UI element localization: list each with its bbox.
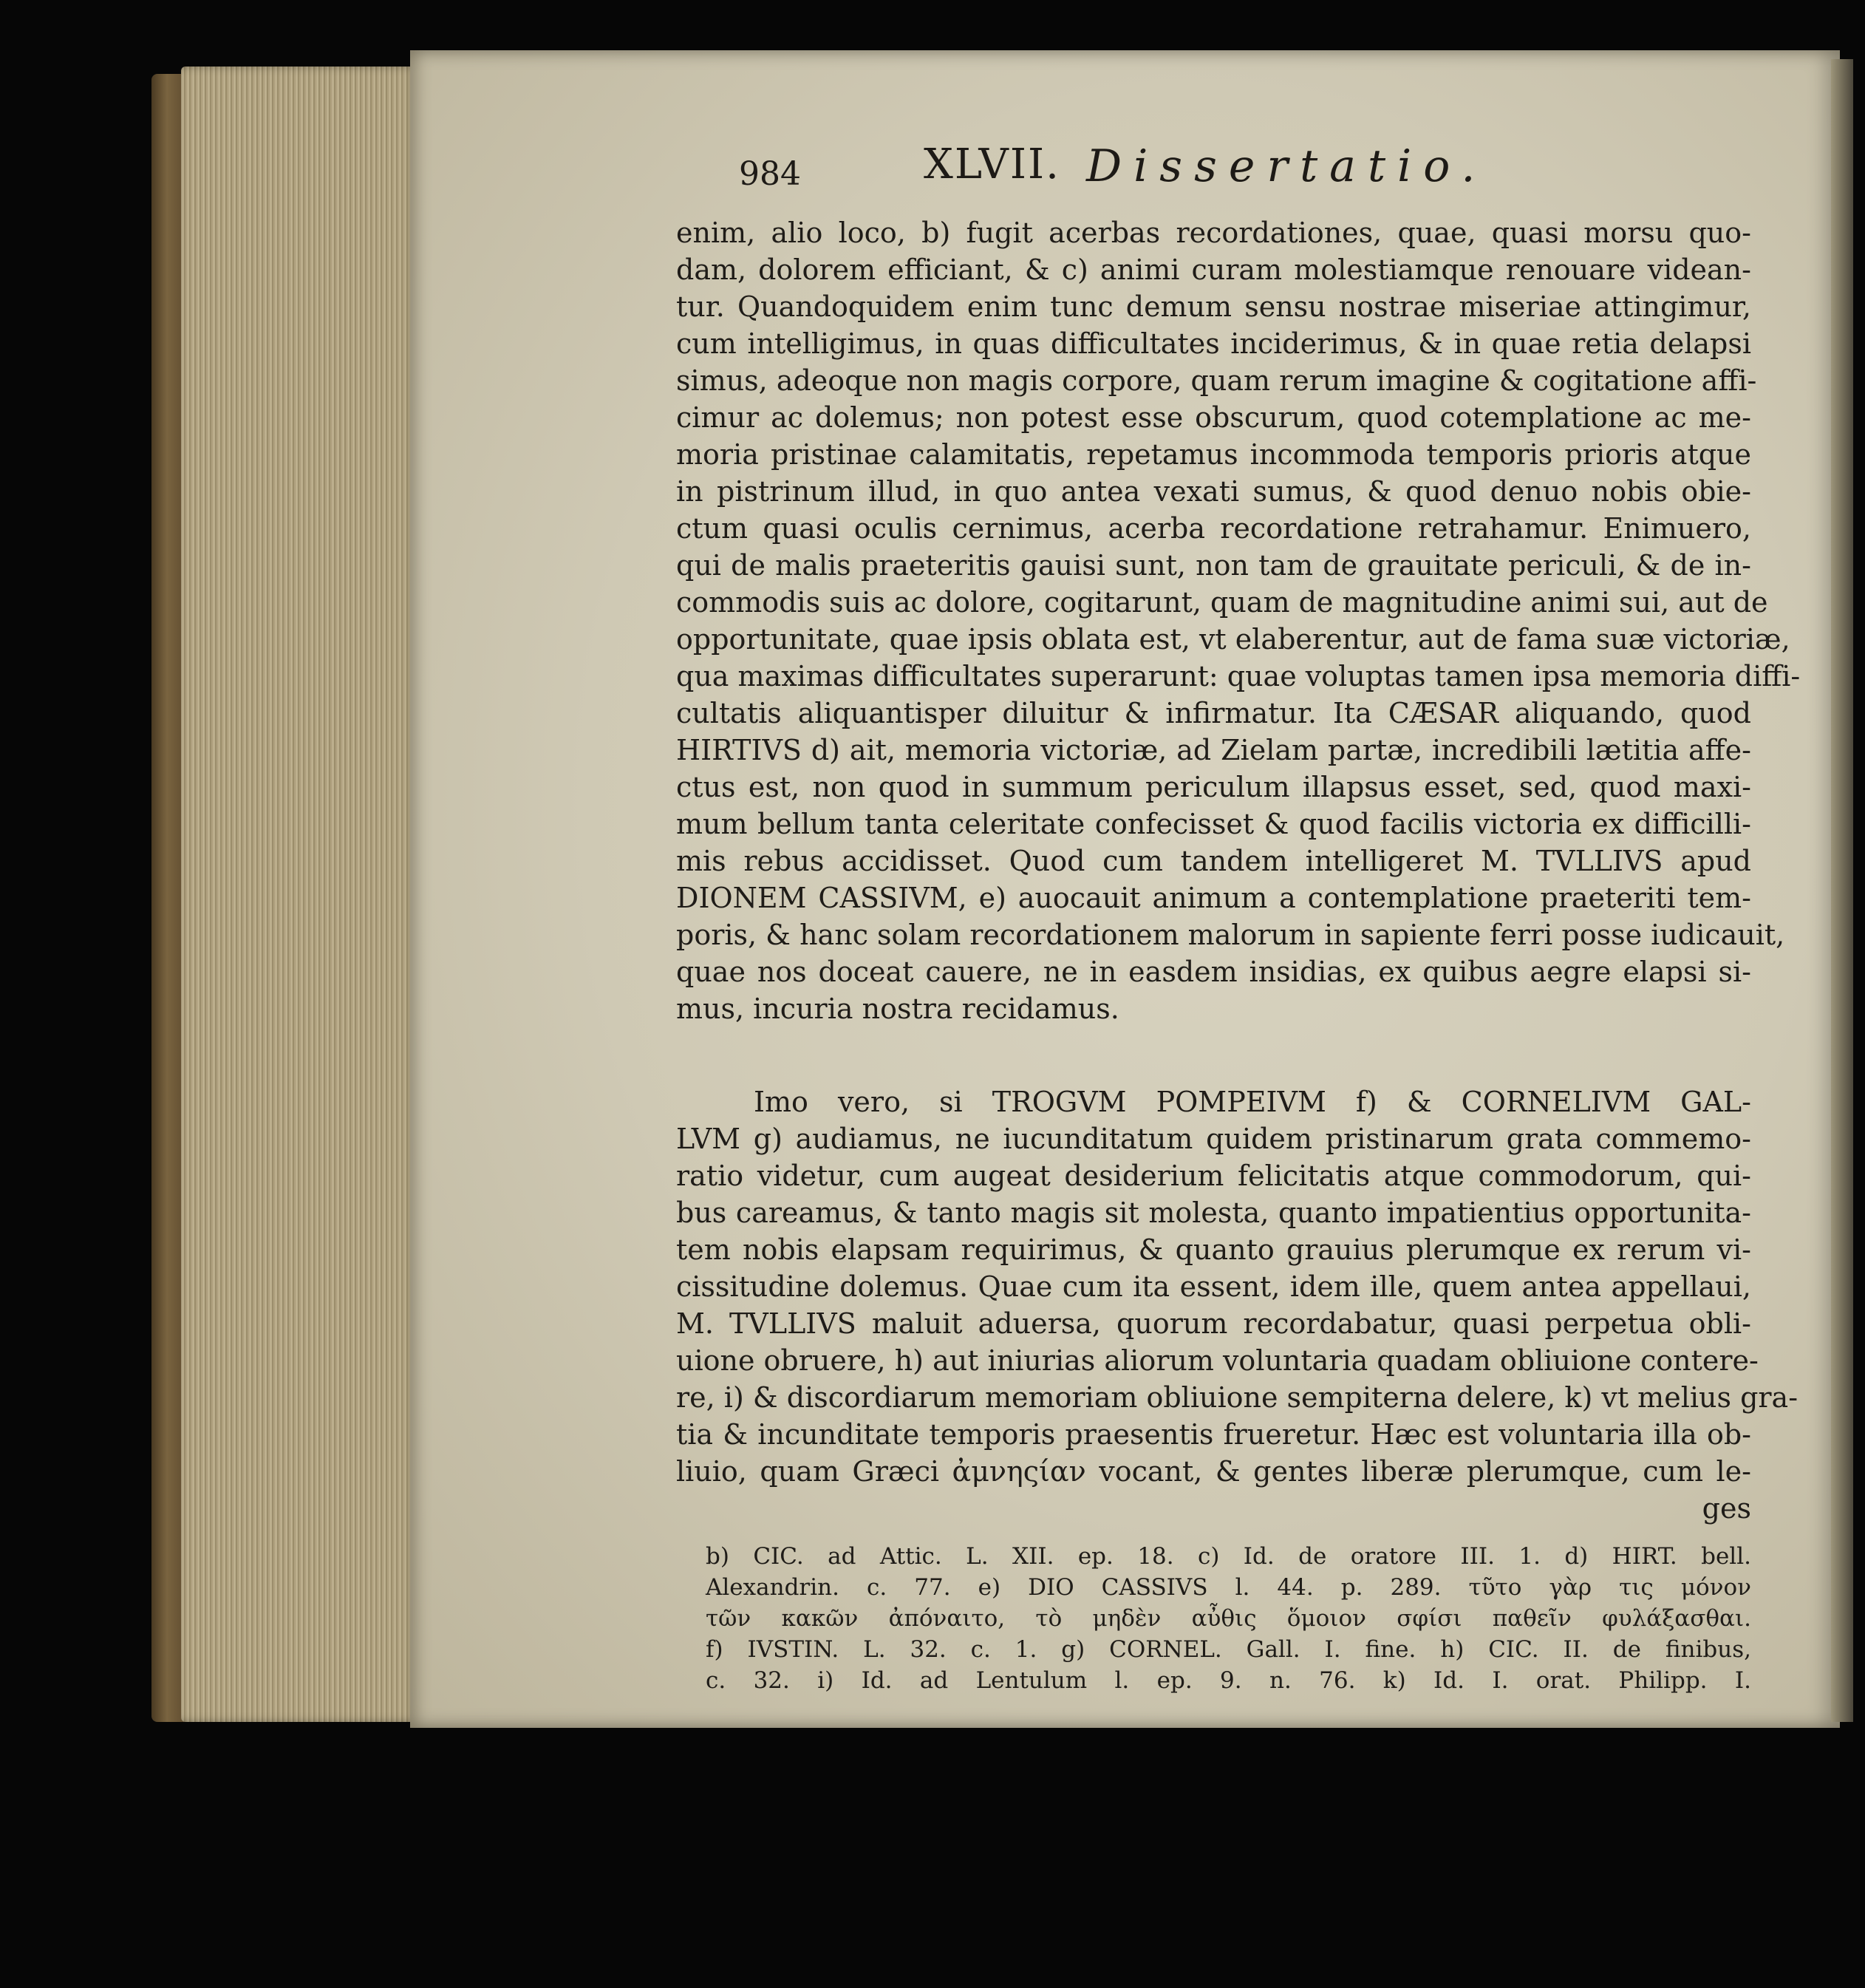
text-line: cissitudine dolemus. Quae cum ita essent, idem ille, quem antea appellaui, bbox=[676, 1270, 1751, 1303]
running-header bbox=[739, 140, 1773, 192]
text-line: bus careamus, & tanto magis sit molesta, quanto impatientius opportunita- bbox=[676, 1196, 1751, 1229]
page-edges bbox=[181, 67, 417, 1722]
text-line: mis rebus accidisset. Quod cum tandem intelligeret M. TVLLIVS apud bbox=[676, 845, 1751, 877]
text-line: cimur ac dolemus; non potest esse obscurum, quod cotemplatione ac me- bbox=[676, 401, 1751, 434]
text-line: DIONEM CASSIVM, e) auocauit animum a contemplatione praeteriti tem- bbox=[676, 882, 1751, 914]
text-line: qua maximas difficultates superarunt: quae voluptas tamen ipsa memoria diffi- bbox=[676, 660, 1801, 692]
catchword: ges bbox=[1702, 1492, 1751, 1525]
text-line: ctus est, non quod in summum periculum illapsus esset, sed, quod maxi- bbox=[676, 771, 1751, 803]
text-line: M. TVLLIVS maluit aduersa, quorum recordabatur, quasi perpetua obli- bbox=[676, 1307, 1751, 1340]
paragraph-1 bbox=[676, 214, 1801, 1027]
text-line: poris, & hanc solam recordationem malorum in sapiente ferri posse iudicauit, bbox=[676, 919, 1785, 951]
paragraph-gap bbox=[676, 1027, 1751, 1083]
main-text bbox=[676, 214, 1801, 1527]
paragraph-2 bbox=[676, 1083, 1798, 1490]
text-line: opportunitate, quae ipsis oblata est, vt elaberentur, aut de fama suæ victoriæ, bbox=[676, 623, 1790, 656]
footnote-line: c. 32. i) Id. ad Lentulum l. ep. 9. n. 76. k) Id. I. orat. Philipp. I. bbox=[706, 1667, 1751, 1694]
text-line: in pistrinum illud, in quo antea vexati sumus, & quod denuo nobis obie- bbox=[676, 475, 1751, 508]
text-line: moria pristinae calamitatis, repetamus incommoda temporis prioris atque bbox=[676, 438, 1751, 471]
text-line: cum intelligimus, in quas difficultates inciderimus, & in quae retia delapsi bbox=[676, 327, 1751, 360]
text-line: enim, alio loco, b) fugit acerbas recordationes, quae, quasi morsu quo- bbox=[676, 217, 1751, 249]
text-line: ratio videtur, cum augeat desiderium felicitatis atque commodorum, qui- bbox=[676, 1160, 1751, 1192]
dissertation-number: XLVII. bbox=[924, 140, 1060, 188]
footnotes bbox=[706, 1541, 1751, 1696]
footnote-line: f) IVSTIN. L. 32. c. 1. g) CORNEL. Gall. I. fine. h) CIC. II. de finibus, bbox=[706, 1636, 1751, 1663]
text-line: simus, adeoque non magis corpore, quam rerum imagine & cogitatione affi- bbox=[676, 364, 1757, 397]
text-line: uione obruere, h) aut iniurias aliorum voluntaria quadam obliuione contere- bbox=[676, 1344, 1759, 1377]
text-line: mum bellum tanta celeritate confecisset & quod facilis victoria ex difficilli- bbox=[676, 808, 1751, 840]
text-line: ctum quasi oculis cernimus, acerba recordatione retrahamur. Enimuero, bbox=[676, 512, 1751, 545]
text-line: liuio, quam Græci ἀμνηςίαν vocant, & gentes liberæ plerumque, cum le- bbox=[676, 1455, 1751, 1488]
text-line: qui de malis praeteritis gauisi sunt, non tam de grauitate periculi, & de in- bbox=[676, 549, 1751, 582]
text-line: LVM g) audiamus, ne iucunditatum quidem pristinarum grata commemo- bbox=[676, 1123, 1751, 1155]
text-line: dam, dolorem efficiant, & c) animi curam molestiamque renouare videan- bbox=[676, 253, 1751, 286]
footnote-line: Alexandrin. c. 77. e) DIO CASSIVS l. 44. p. 289. τῦτο γὰρ τις μόνον bbox=[706, 1574, 1751, 1601]
text-line: cultatis aliquantisper diluitur & infirmatur. Ita CÆSAR aliquando, quod bbox=[676, 697, 1751, 729]
text-line: HIRTIVS d) ait, memoria victoriæ, ad Zielam partæ, incredibili lætitia affe- bbox=[676, 734, 1751, 766]
text-line: Imo vero, si TROGVM POMPEIVM f) & CORNELIVM GAL- bbox=[754, 1086, 1751, 1118]
text-line: re, i) & discordiarum memoriam obliuione sempiterna delere, k) vt melius gra- bbox=[676, 1381, 1798, 1414]
text-line: commodis suis ac dolore, cogitarunt, quam de magnitudine animi sui, aut de bbox=[676, 586, 1768, 619]
text-line: tia & incunditate temporis praesentis frueretur. Hæc est voluntaria illa ob- bbox=[676, 1418, 1751, 1451]
footnote-line: τῶν κακῶν ἀπόναιτο, τὸ μηδὲν αὖθις ὅμοιον σφίσι παθεῖν φυλάξασθαι. bbox=[706, 1605, 1751, 1632]
page-gutter-shadow bbox=[1831, 59, 1853, 1722]
page-number: 984 bbox=[739, 155, 801, 193]
running-title: Dissertatio. bbox=[1086, 140, 1487, 192]
text-line: tur. Quandoquidem enim tunc demum sensu nostrae miseriae attingimur, bbox=[676, 290, 1751, 323]
text-line: tem nobis elapsam requirimus, & quanto grauius plerumque ex rerum vi- bbox=[676, 1233, 1751, 1266]
text-line: quae nos doceat cauere, ne in easdem insidias, ex quibus aegre elapsi si- bbox=[676, 956, 1751, 988]
footnote-line: b) CIC. ad Attic. L. XII. ep. 18. c) Id. de oratore III. 1. d) HIRT. bell. bbox=[706, 1543, 1751, 1570]
text-line: mus, incuria nostra recidamus. bbox=[676, 993, 1119, 1025]
